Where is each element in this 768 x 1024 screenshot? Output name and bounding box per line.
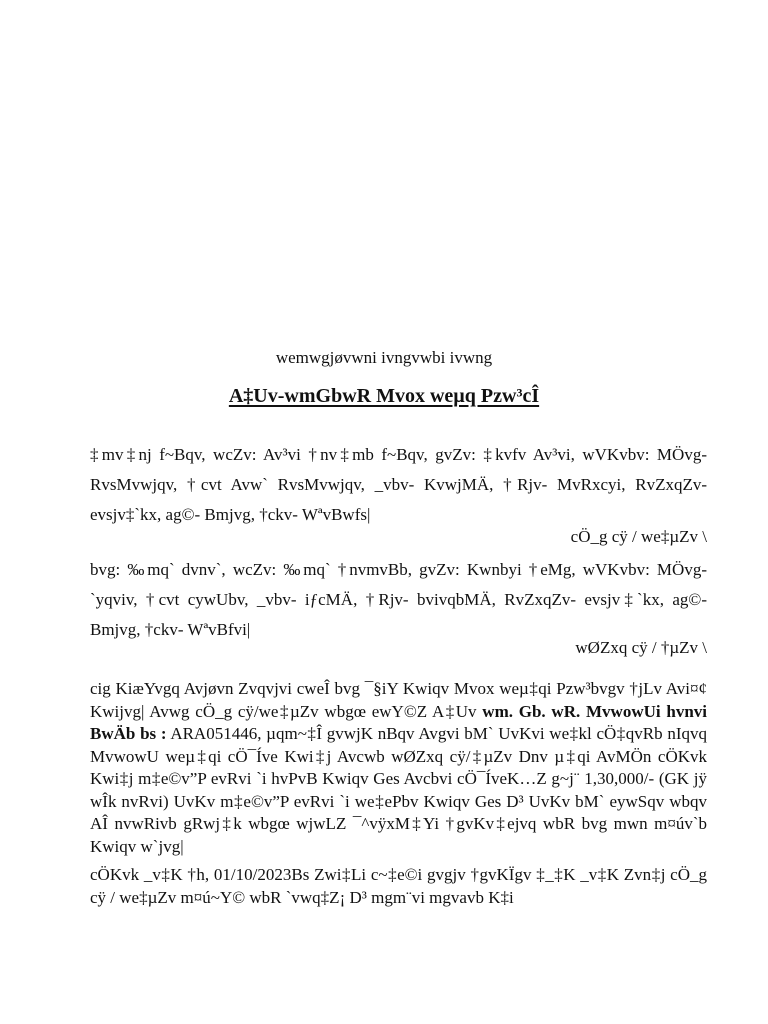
first-party-label: cÖ_g cÿ / we‡µZv \ (570, 527, 707, 546)
document-header: wemwgjøvwni ivngvwbi ivwng (275, 348, 493, 367)
engine-number-label: wm. Gb. wR. MvwowUi hvnvi BwÄb bs : (90, 701, 707, 743)
document-title: A‡Uv-wmGbwR Mvox weµq Pzw³cÎ (228, 385, 540, 407)
second-party-paragraph: bvg: ‰mq` dvnv`, wcZv: ‰mq` †nvmvBb, gvZv: Kwnbyi †eMg, wVKvbv: MÖvg- `yqviv, †cvt cywUbv, _vbv- iƒcMÄ, †Rjv- bvivqbMÄ, RvZxqZv- evsjv‡`kx, ag©- Bmjvg, †ckv- WªvBfvi| (90, 560, 707, 639)
first-party-paragraph: ‡mv‡nj f~Bqv, wcZv: Av³vi †nv‡mb f~Bqv, gvZv: ‡kvfv Av³vi, wVKvbv: MÖvg- RvsMvwjqv, †cvt Avw` RvsMvwjqv, _vbv- KvwjMÄ, †Rjv- MvRxcyi, RvZxqZv- evsjv‡`kx, ag©- Bmjvg, †ckv- WªvBwfs| (90, 445, 707, 524)
closing-paragraph: cÖKvk _v‡K †h, 01/10/2023Bs Zwi‡Li c~‡e©i gvgjv †gvKÏgv ‡_‡K _v‡K Zvn‡j cÖ_g cÿ / we‡µZv m¤ú~Y© wbR `vwq‡Z¡ D³ mgm¨vi mgvavb K‡i (90, 865, 707, 907)
body-text-start: cig KiæYvgq Avjøvn Zvqvjvi cweÎ bvg ¯§iY Kwiqv Mvox weµ‡qi Pzw³bvgv †jLv Avi¤¢ Kwijvg| Avwg cÖ_g cÿ/we‡µZv wbgœ ewY©Z A‡Uv (90, 679, 707, 721)
agreement-body-paragraph (90, 678, 707, 858)
body-text-rest: ARA051446, µqm~‡Î gvwjK nBqv Avgvi bM` UvKvi we‡kl cÖ‡qvRb nIqvq MvwowU weµ‡qi cÖ¯Íve Kwi‡j Avcwb wØZxq cÿ/‡µZv Dnv µ‡qi AvMÖn cÖKvk Kwi‡j m‡e©v”P evRvi `i hvPvB Kwiqv Ges Avcbvi cÖ¯ÍveK…Z g~j¨ 1,30,000/- (GK jÿ wÎk nvRvi) UvKv m‡e©v”P evRvi `i we‡ePbv Kwiqv Ges D³ UvKv bM` eywSqv wbqv AÎ nvwRivb gRwj‡k wbgœ wjwLZ ¯^vÿxM‡Yi †gvKv‡ejvq wbR bvg mwn m¤úv`b Kwiqv w`jvg| (90, 724, 707, 856)
second-party-label: wØZxq cÿ / †µZv \ (575, 638, 707, 657)
